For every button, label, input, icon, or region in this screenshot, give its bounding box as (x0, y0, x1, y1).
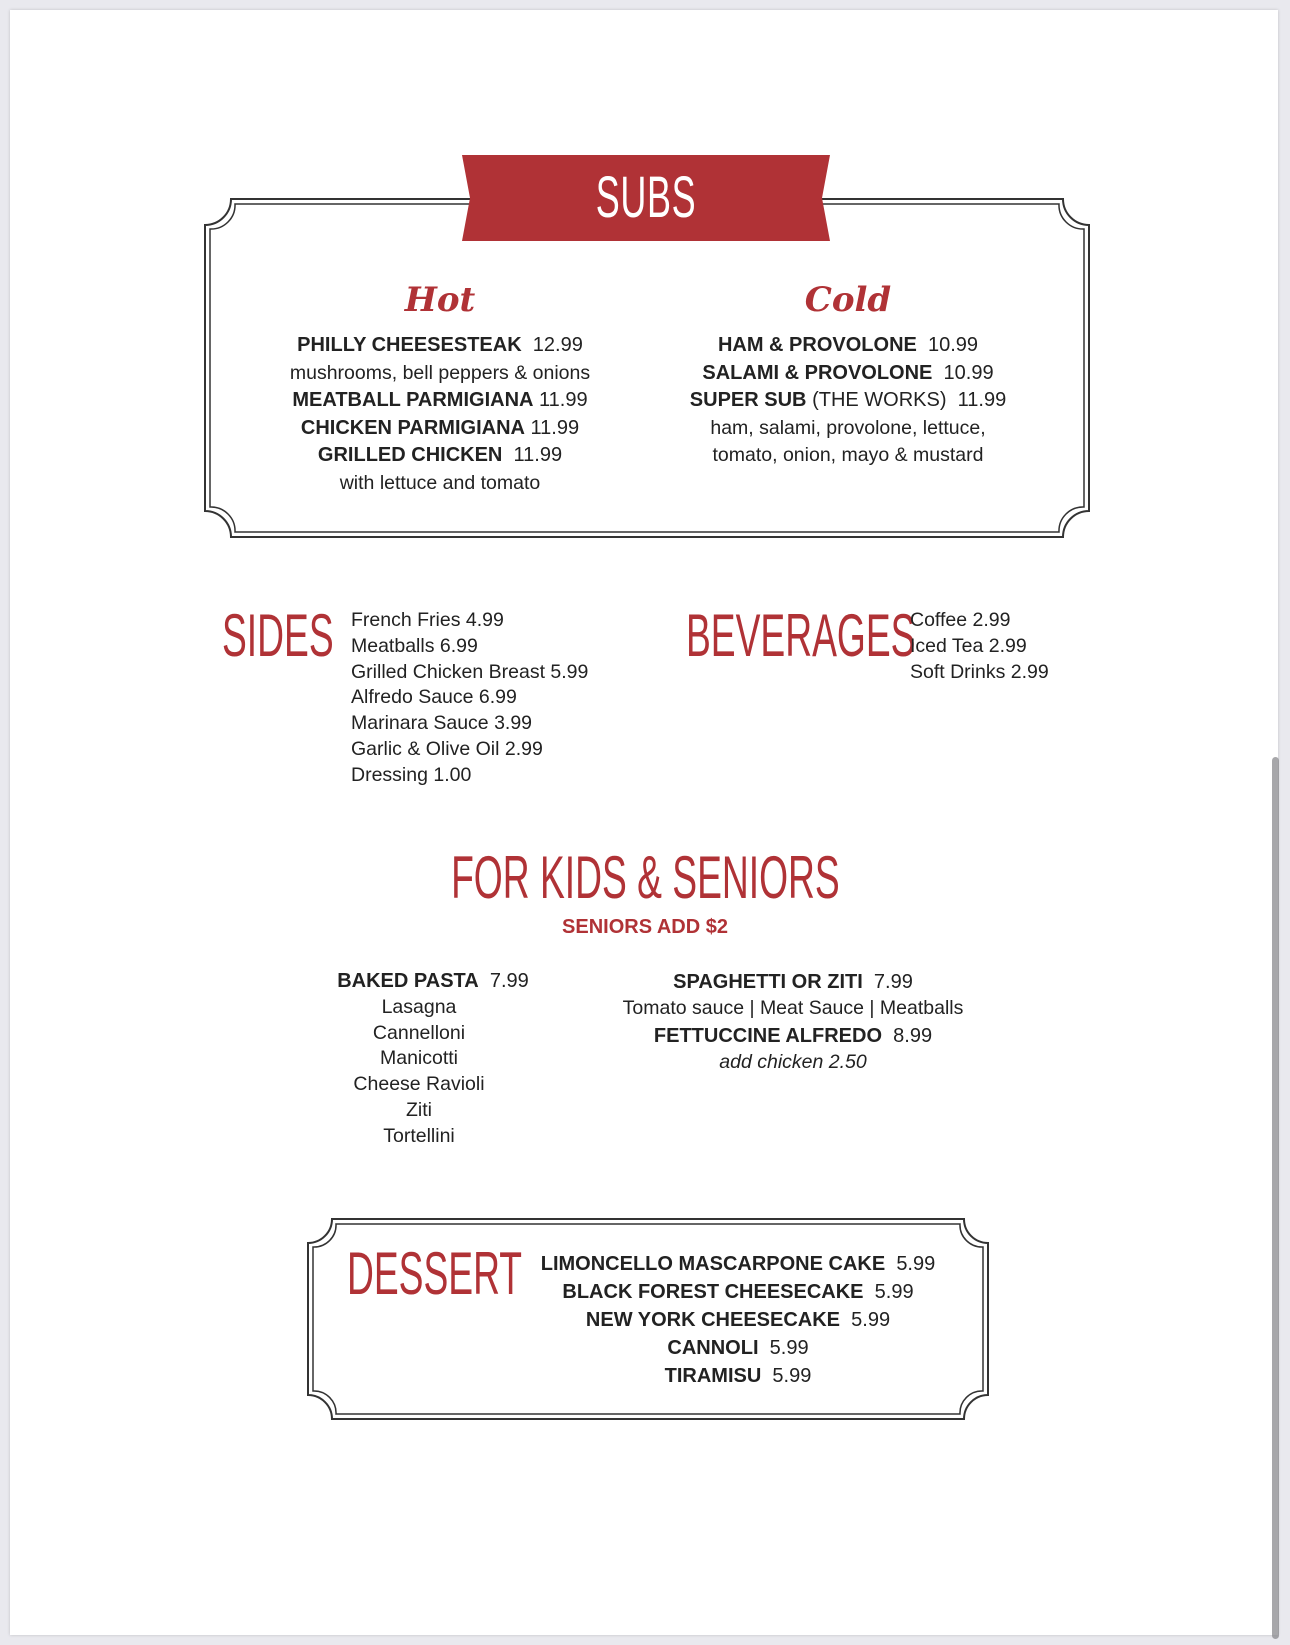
list-item: Cheese Ravioli (353, 1073, 485, 1096)
hot-items (240, 332, 640, 497)
list-item: Grilled Chicken Breast 5.99 (351, 660, 589, 683)
menu-item: BLACK FOREST CHEESECAKE 5.99 (562, 1281, 914, 1303)
list-item: Coffee 2.99 (910, 609, 1011, 631)
list-item: Lasagna (381, 995, 457, 1018)
menu-item-desc: mushrooms, bell peppers & onions (289, 361, 591, 384)
menu-item: FETTUCCINE ALFREDO 8.99 (653, 1025, 933, 1047)
baked-pasta-column (283, 969, 583, 1150)
menu-item: PHILLY CHEESESTEAK 12.99 (297, 334, 583, 356)
menu-item: TIRAMISU 5.99 (664, 1365, 812, 1387)
menu-item: LIMONCELLO MASCARPONE CAKE 5.99 (540, 1253, 936, 1275)
menu-item: CHICKEN PARMIGIANA 11.99 (300, 416, 580, 439)
sides-list (351, 608, 588, 789)
beverages-title: BEVERAGES (686, 602, 916, 669)
dessert-items (528, 1250, 948, 1390)
dessert-title: DESSERT (347, 1240, 523, 1307)
list-item: Meatballs 6.99 (351, 634, 478, 657)
menu-item: CANNOLI 5.99 (667, 1337, 809, 1359)
list-item: Iced Tea 2.99 (910, 634, 1027, 657)
list-item: Ziti (406, 1098, 432, 1121)
list-item: Tortellini (383, 1124, 455, 1147)
subs-title: SUBS (595, 165, 697, 230)
menu-item: SPAGHETTI OR ZITI 7.99 (673, 971, 913, 993)
hot-heading: Hot (404, 280, 476, 320)
menu-item: HAM & PROVOLONE 10.99 (717, 334, 979, 356)
cold-items (648, 332, 1048, 470)
menu-item: SUPER SUB (THE WORKS) 11.99 (689, 389, 1007, 411)
menu-item: SALAMI & PROVOLONE 10.99 (702, 361, 994, 384)
menu-item-desc: tomato, onion, mayo & mustard (712, 444, 984, 466)
menu-item-desc: add chicken 2.50 (719, 1051, 867, 1073)
subs-banner (462, 155, 830, 241)
beverages-list (910, 608, 1049, 685)
kids-subtitle: SENIORS ADD $2 (562, 916, 728, 938)
menu-item-desc: ham, salami, provolone, lettuce, (710, 416, 986, 439)
list-item: Cannelloni (372, 1021, 466, 1044)
list-item: Manicotti (379, 1047, 459, 1070)
menu-item: NEW YORK CHEESECAKE 5.99 (585, 1309, 891, 1331)
list-item: Soft Drinks 2.99 (910, 660, 1049, 683)
menu-item-desc: with lettuce and tomato (339, 471, 541, 494)
cold-heading: Cold (804, 280, 892, 320)
sides-title: SIDES (222, 602, 334, 669)
list-item: Alfredo Sauce 6.99 (351, 686, 517, 709)
list-item: Garlic & Olive Oil 2.99 (351, 737, 543, 760)
spaghetti-column (593, 969, 993, 1075)
list-item: French Fries 4.99 (351, 609, 504, 631)
menu-item: BAKED PASTA 7.99 (337, 970, 529, 992)
list-item: Dressing 1.00 (351, 763, 472, 786)
menu-item: MEATBALL PARMIGIANA 11.99 (292, 389, 588, 411)
kids-title: FOR KIDS & SENIORS (450, 844, 840, 911)
menu-item-desc: Tomato sauce | Meat Sauce | Meatballs (622, 997, 964, 1019)
menu-item: GRILLED CHICKEN 11.99 (317, 444, 563, 466)
list-item: Marinara Sauce 3.99 (351, 712, 533, 735)
